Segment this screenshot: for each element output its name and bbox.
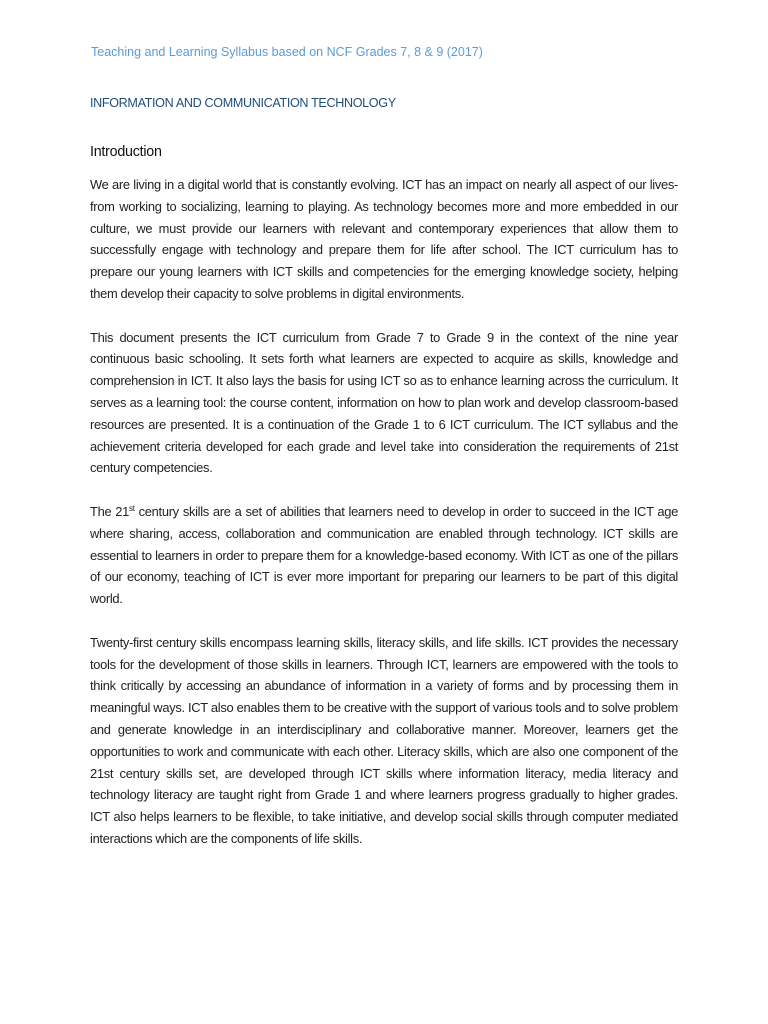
document-body (90, 174, 678, 872)
paragraph-2: This document presents the ICT curriculum from Grade 7 to Grade 9 in the context of the nine year continuous basic schooling. It sets forth what learners are expected to acquire as skills, knowledge and comprehension in ICT. It also lays the basis for using ICT so as to enhance learning across the curriculum. It serves as a learning tool: the course content, information on how to plan work and develop classroom-based resources are presented. It is a continuation of the Grade 1 to 6 ICT curriculum. The ICT syllabus and the achievement criteria developed for each grade and level take into consideration the requirements of 21st century competencies. (90, 329, 678, 476)
running-header: Teaching and Learning Syllabus based on NCF Grades 7, 8 & 9 (2017) (91, 45, 483, 59)
section-heading-introduction: Introduction (90, 144, 162, 160)
paragraph-3-start: The 21 (90, 503, 130, 519)
document-title: INFORMATION AND COMMUNICATION TECHNOLOGY (90, 96, 396, 110)
paragraph-3 (90, 501, 678, 610)
paragraph-1: We are living in a digital world that is constantly evolving. ICT has an impact on nearly all aspect of our lives- from working to socializing, learning to playing. As technology becomes more and more embedded in our culture, we must provide our learners with relevant and contemporary experiences that allow them to successfully engage with technology and prepare them for life after school. The ICT curriculum has to prepare our young learners with ICT skills and competencies for the emerging knowledge society, helping them develop their capacity to solve problems in digital environments. (90, 177, 678, 301)
paragraph-4: Twenty-first century skills encompass learning skills, literacy skills, and life skills. ICT provides the necessary tools for the development of those skills in learners. Through ICT, learners are empowered with the tools to think critically by accessing an abundance of information in a variety of forms and by processing them in meaningful ways. ICT also enables them to be creative with the support of various tools and to solve problem and generate knowledge in an interdisciplinary and collaborative manner. Moreover, learners get the opportunities to work and communicate with each other. Literacy skills, which are also one component of the 21st century skills set, are developed through ICT skills where information literacy, media literacy and technology literacy are taught right from Grade 1 and where learners progress gradually to higher grades. ICT also helps learners to be flexible, to take initiative, and develop social skills through computer mediated interactions which are the components of life skills. (90, 634, 678, 846)
paragraph-3-rest: century skills are a set of abilities that learners need to develop in order to succeed in the ICT age where sharing, access, collaboration and communication are enabled through technology. ICT skills are essential to learners in order to prepare them for a knowledge-based economy. With ICT as one of the pillars of our economy, teaching of ICT is ever more important for preparing our learners to be part of this digital world. (90, 503, 678, 607)
ordinal-superscript: st (129, 503, 135, 513)
